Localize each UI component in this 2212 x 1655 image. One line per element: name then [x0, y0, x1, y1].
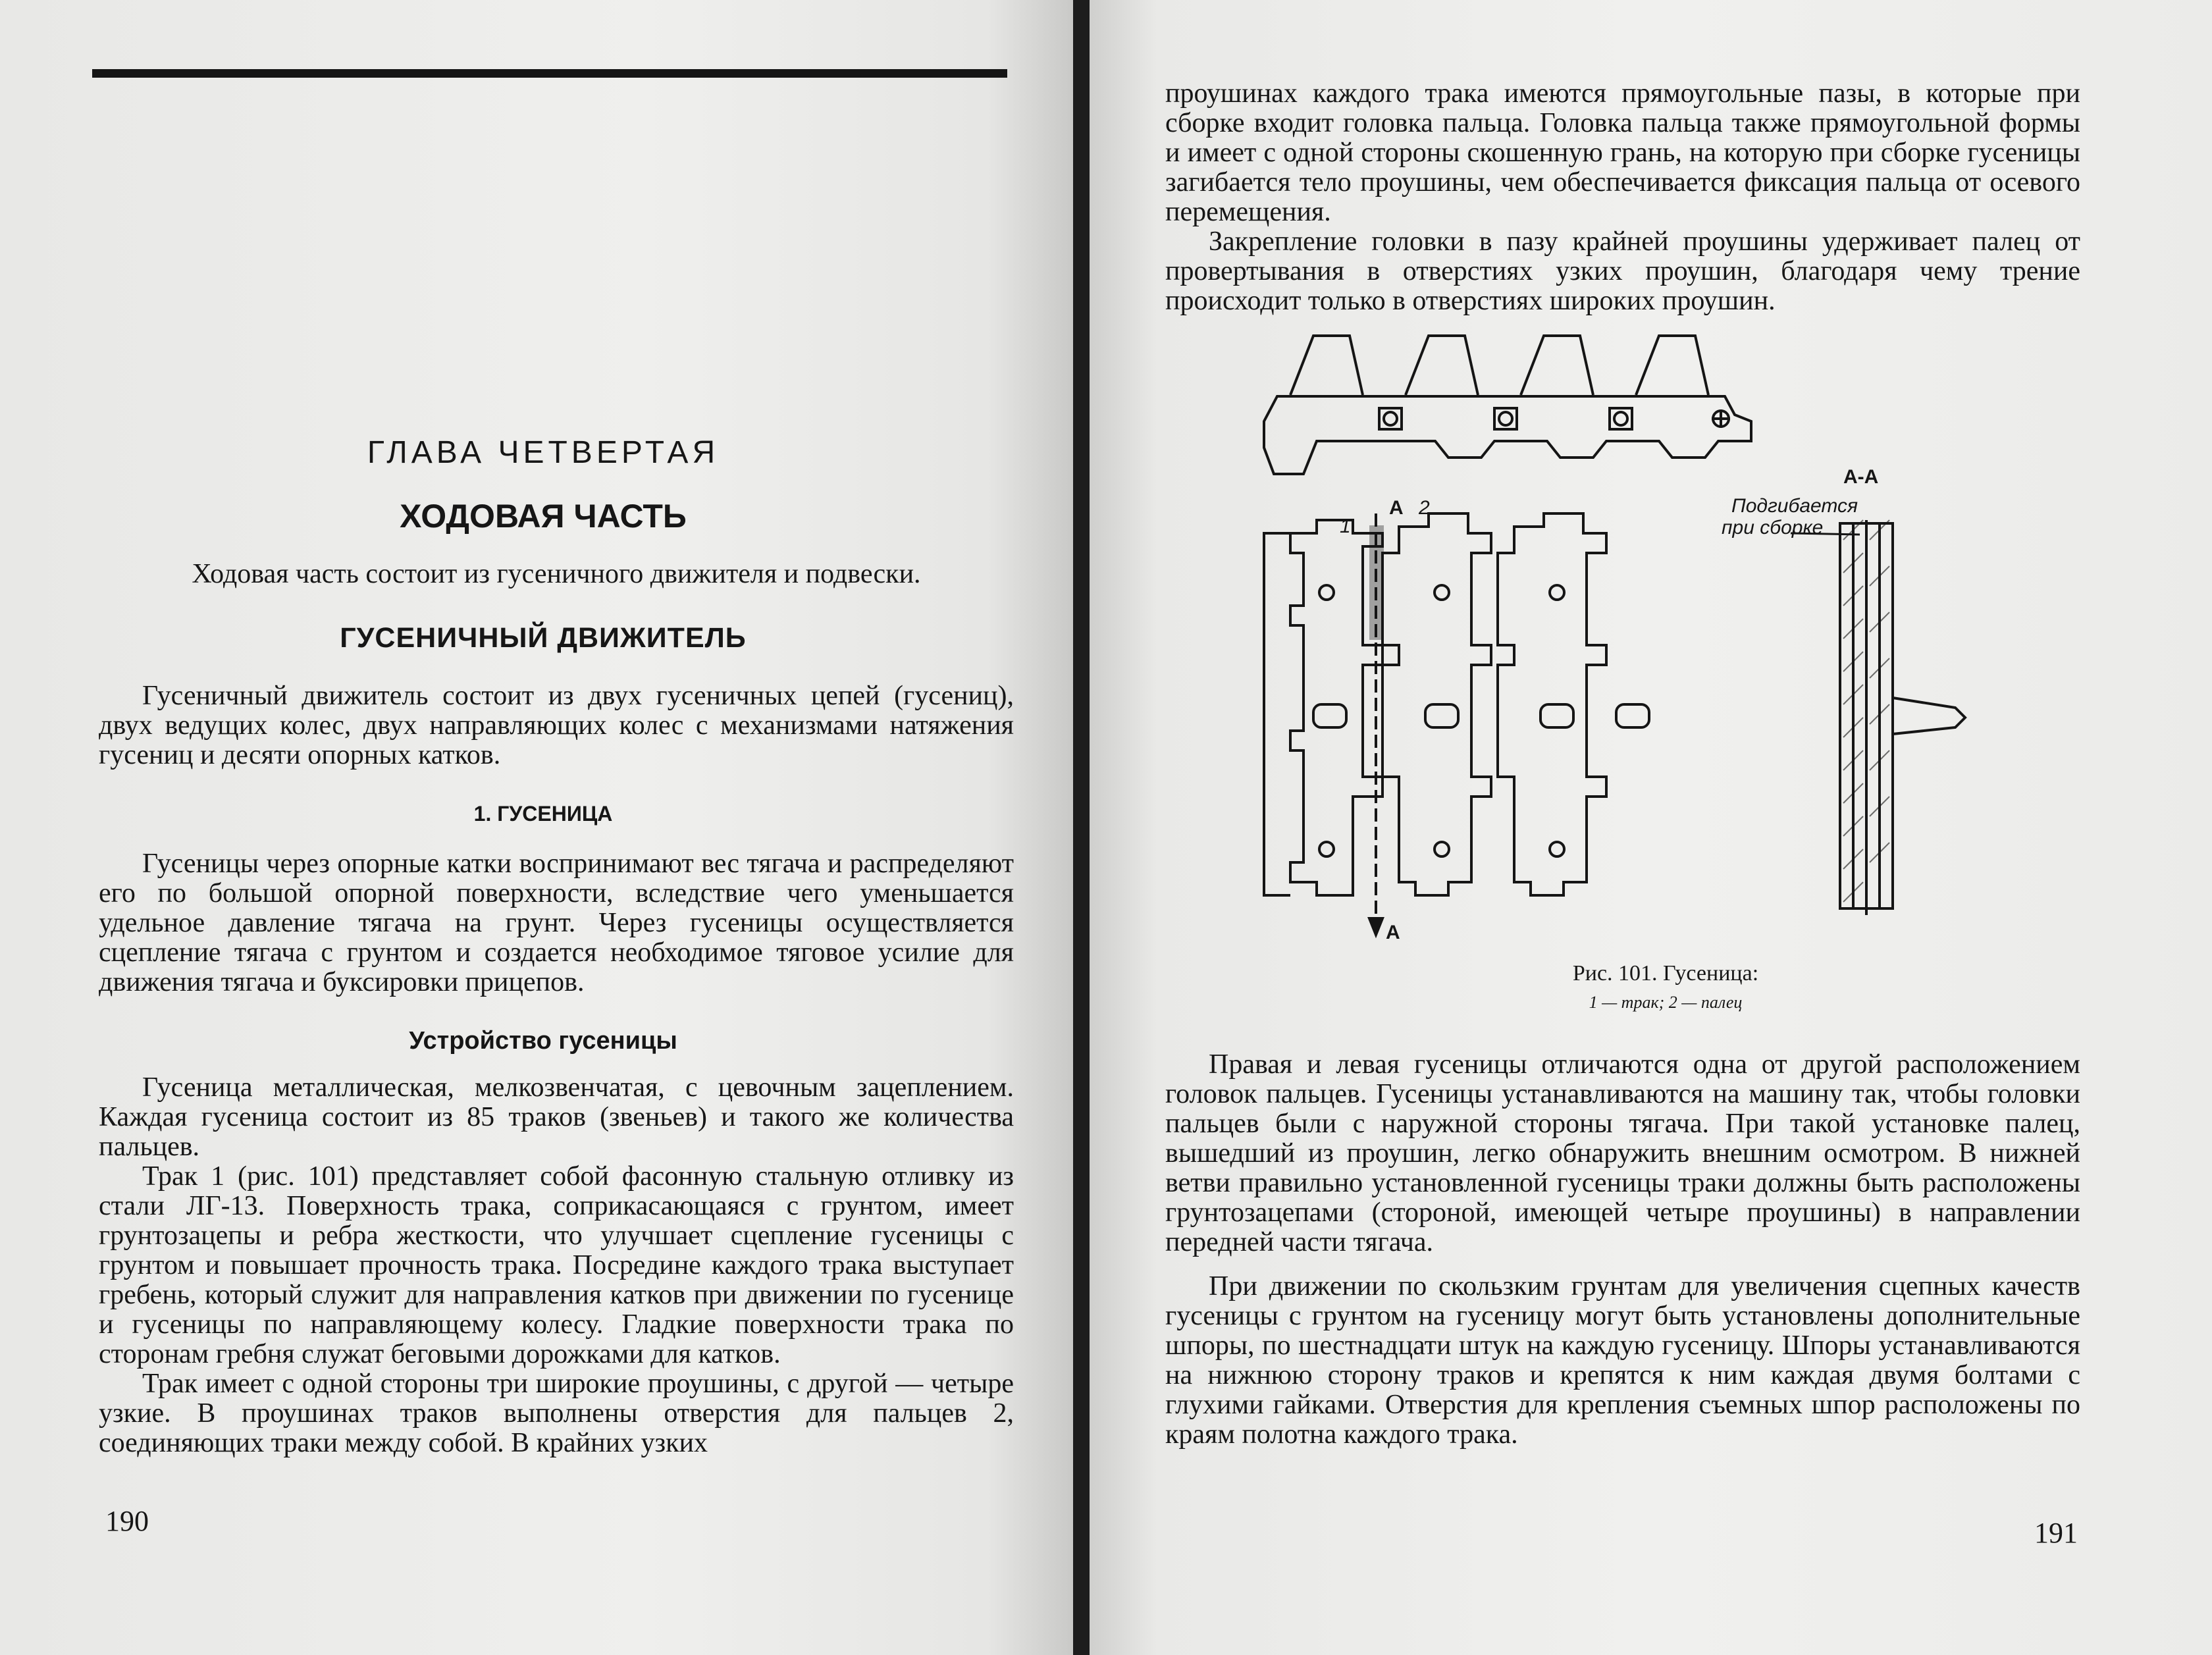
note-line-1: Подгибается: [1731, 495, 1858, 517]
device-paragraph-3: Трак имеет с одной стороны три широкие проушины, с другой — четыре узкие. В проушинах траков выполнены отверстия для пальцев 2, соединяющих траки между собой. В крайних узких: [99, 1369, 1014, 1458]
intro-text: [99, 560, 1014, 589]
right-top-text: [1165, 79, 2080, 316]
side-view-teeth: [1290, 336, 1708, 395]
side-view-pins: [1379, 408, 1730, 429]
section-paragraph: Гусеничный движитель состоит из двух гусеничных цепей (гусениц), двух ведущих колес, двух направляющих колес с механизмами натяжения гусениц и десяти опорных катков.: [99, 681, 1014, 770]
left-page: [0, 0, 1073, 1655]
subsection-text: [99, 849, 1014, 997]
note-line-2: при сборке: [1722, 517, 1824, 539]
right-paragraph-2: Закрепление головки в пазу крайней проушины удерживает палец от провертывания в отверстиях узких проушин, благодаря чему трение происходит только в отверстиях широких проушин.: [1165, 226, 2080, 316]
section-text: [99, 681, 1014, 770]
figure-caption: Рис. 101. Гусеница:: [1572, 961, 1759, 985]
right-paragraph-3: Правая и левая гусеницы отличаются одна от другой расположением головок пальцев. Гусеницы устанавливаются на машину так, чтобы головки пальцев были с наружной стороны тягача. При такой установке палец, вышедший из проушин, легко обнаружить внешним осмотром. В нижней ветви правильно установленной гусеницы траки должны быть расположены грунтозацепами (стороной, имеющей четыре проушины) в направлении передней части тягача.: [1165, 1049, 2080, 1257]
section-title: ГУСЕНИЧНЫЙ ДВИЖИТЕЛЬ: [340, 622, 747, 654]
marker-a-bottom: А: [1386, 922, 1400, 943]
device-text: [99, 1073, 1014, 1458]
subsection-paragraph: Гусеницы через опорные катки воспринимают вес тягача и распределяют его по большой опорной поверхности, вследствие чего уменьшается удельное давление тягача на грунт. Через гусеницы осуществляется сцепление тягача с грунтом и создается необходимое тяговое усилие для движения тягача и буксировки прицепов.: [99, 849, 1014, 997]
page-number-left: 190: [105, 1505, 149, 1537]
marker-a-top: А: [1389, 497, 1404, 519]
device-paragraph-2: Трак 1 (рис. 101) представляет собой фасонную стальную отливку из стали ЛГ-13. Поверхность трака, соприкасающаяся с грунтом, имеет грунтозацепы и ребра жесткости, что улучшает сцепление гусеницы с грунтом и повышает прочность трака. Посредине каждого трака выступает гребень, который служит для направления катков при движении по гусенице и гусеницы по направляющему колесу. Гладкие поверхности трака по сторонам гребня служат беговыми дорожками для катков.: [99, 1161, 1014, 1369]
section-view: [1791, 520, 1965, 915]
track-figure: [1251, 323, 2008, 961]
subsection-title: 1. ГУСЕНИЦА: [473, 802, 613, 826]
right-bottom-text: [1165, 1050, 2080, 1450]
section-label: А-А: [1843, 466, 1879, 488]
right-paragraph-4: При движении по скользким грунтам для увеличения сцепных качеств гусеницы с грунтом на гусеницу могут быть установлены дополнительные шпоры, по шестнадцати штук на каждую гусеницу. Шпоры устанавливаются на нижнюю сторону траков и крепятся к ним каждая двумя болтами с глухими гайками. Отверстия для крепления съемных шпор расположены по краям полотна каждого трака.: [1165, 1271, 2080, 1450]
device-paragraph-1: Гусеница металлическая, мелкозвенчатая, с цевочным зацеплением. Каждая гусеница состоит из 85 траков (звеньев) и такого же количества пальцев.: [99, 1072, 1014, 1162]
header-rule: [92, 69, 1007, 78]
page-number-right: 191: [2034, 1517, 2078, 1549]
callout-1: 1: [1340, 515, 1351, 537]
right-paragraph-1: проушинах каждого трака имеются прямоугольные пазы, в которые при сборке входит головка пальца. Головка пальца также прямоугольной формы и имеет с одной стороны скошенную грань, на которую при сборке гусеницы загибается тело проушины, чем обеспечивается фиксация пальца от осевого перемещения.: [1165, 78, 2080, 227]
chapter-title: ХОДОВАЯ ЧАСТЬ: [400, 498, 687, 535]
chapter-label: ГЛАВА ЧЕТВЕРТАЯ: [367, 435, 720, 470]
figure-legend: 1 — трак; 2 — палец: [1589, 993, 1743, 1012]
callout-2: 2: [1419, 497, 1430, 519]
book-gutter: [1073, 0, 1090, 1655]
intro-paragraph: Ходовая часть состоит из гусеничного движителя и подвески.: [192, 559, 921, 589]
plan-view-tracks: [1264, 513, 1649, 935]
device-title: Устройство гусеницы: [409, 1027, 677, 1055]
